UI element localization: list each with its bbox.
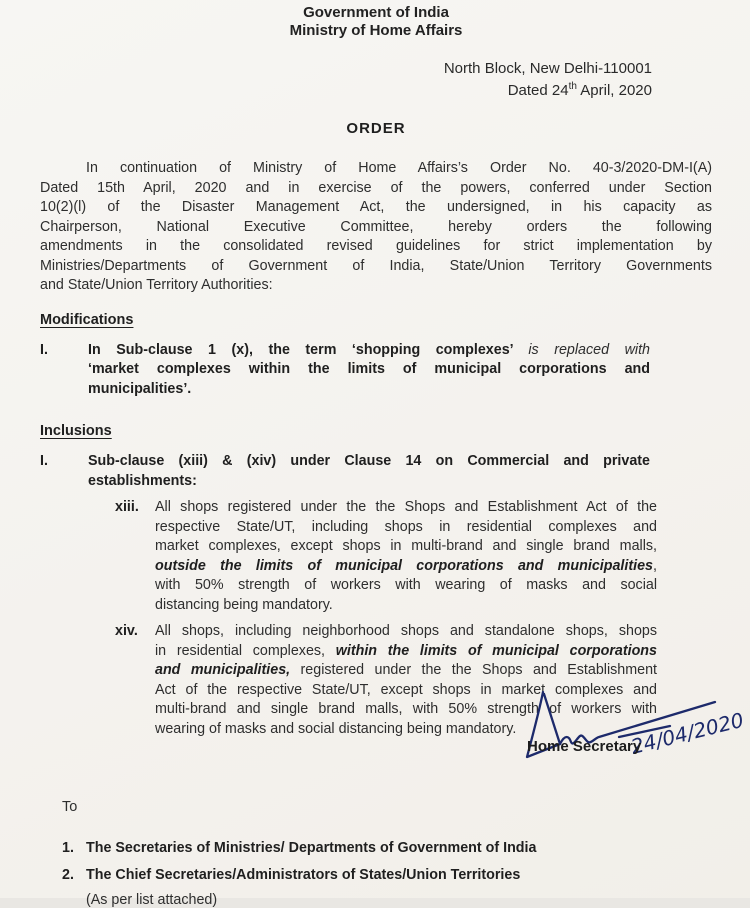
subclause-xiii-text: All shops registered under the the Shops and Establishment Act of the respective State/UT, including shops in residential complexes and market complexes, except shops in multi-brand and single brand malls, outside the limits of municipal corporations and municipalities, with 50% strength of workers with wearing of masks and social distancing being mandatory. [155,499,657,613]
attachment-note: (As per list attached) [86,892,218,908]
modifications-item-marker: I. [40,341,48,358]
address-block [40,58,652,102]
inclusions-item-title: Sub-clause (xiii) & (xiv) under Clause 14 on Commercial and private establishments: [88,453,650,489]
subclause-xiv-text: All shops, including neighborhood shops and standalone shops, shops in residential complexes, within the limits of municipal corporations and municipalities, registered under the the Shops and Establishment Act of the respective State/UT, except shops in market complexes and multi-brand and single brand malls, with 50% strength of workers with wearing of masks and social distancing being mandatory. [155,623,658,737]
recipient-row [62,866,712,885]
subclause-xiv-marker: xiv. [115,623,138,639]
order-heading: ORDER [346,120,406,137]
recipient-number: 2. [62,867,74,883]
subclause-xiii [115,498,712,615]
date-superscript: th [568,81,577,92]
recipient-text: The Secretaries of Ministries/ Departments of Government of India [86,840,537,856]
date-line: Dated 24th April, 2020 [507,81,652,99]
signatory-title: Home Secretary [527,738,642,755]
header-ministry: Ministry of Home Affairs [289,22,463,39]
subclause-xiii-marker: xiii. [115,499,139,515]
address-line: North Block, New Delhi-110001 [443,60,652,77]
recipient-row [62,839,712,858]
inclusions-item [40,452,712,491]
to-label: To [62,799,78,815]
header-government: Government of India [303,4,449,21]
recipient-text: The Chief Secretaries/Administrators of States/Union Territories [86,867,521,883]
recipient-list [40,839,712,885]
inclusions-heading: Inclusions [40,423,112,439]
modifications-item [40,341,712,400]
recipient-number: 1. [62,840,74,856]
inclusions-item-marker: I. [40,453,48,469]
modifications-item-text: In Sub-clause 1 (x), the term ‘shopping complexes’ is replaced with ‘market complexes within the limits of municipal corporations and municipalities’. [88,341,650,397]
signature-date: 24/04/2020 [628,707,747,759]
modifications-heading: Modifications [40,311,134,328]
intro-paragraph: In continuation of Ministry of Home Affairs’s Order No. 40-3/2020-DM-I(A) Dated 15th April, 2020 and in exercise of the powers, conferred under Section 10(2)(l) of the Disaster Management Act, the undersigned, in his capacity as Chairperson, National Executive Committee, hereby orders the following amendments in the consolidated revised guidelines for strict implementation by Ministries/Departments of Government of India, State/Union Territory Governments and State/Union Territory Authorities: [40,160,712,293]
